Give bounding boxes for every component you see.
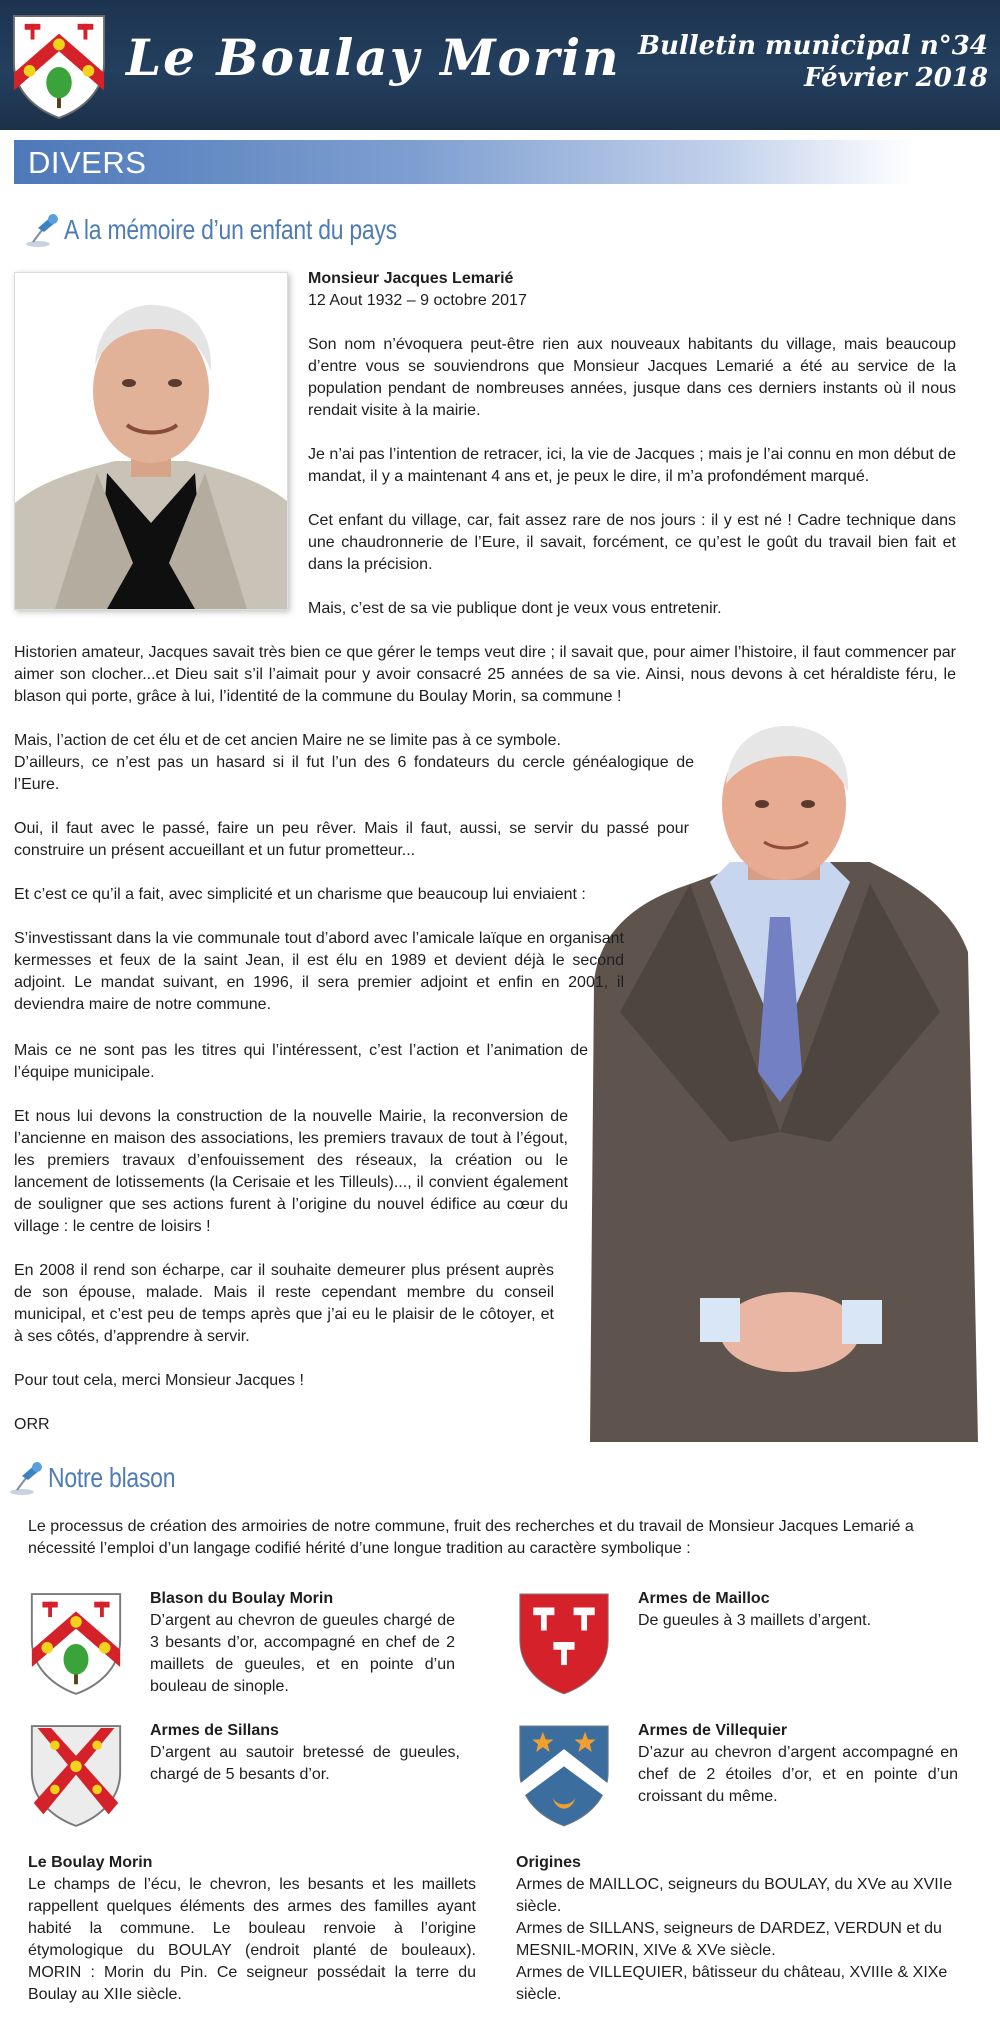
person-dates: 12 Aout 1932 – 9 octobre 2017 <box>308 292 527 309</box>
origins-line-1: Armes de MAILLOC, seigneurs du BOULAY, du XVe au XVIIe siècle. <box>516 1876 953 1915</box>
boulay-morin-explanation-text: Le champs de l’écu, le chevron, les besants et les maillets rappellent quelques éléments des armes des familles ayant habité la commune. Le bouleau renvoie à l’origine étymologique du BOULAY (endroit planté de bouleaux). MORIN : Morin du Pin. Ce seigneur possédait la terre du Boulay au XIIe siècle. <box>28 1876 476 2003</box>
origins-line-2: Armes de SILLANS, seigneurs de DARDEZ, VERDUN et du MESNIL-MORIN, XIVe & XVe siècle. <box>516 1920 942 1959</box>
section-bar <box>14 140 914 184</box>
pushpin-icon <box>24 210 60 250</box>
mailloc-coat-of-arms-icon <box>516 1590 612 1696</box>
boulay-morin-coat-of-arms-icon <box>28 1590 124 1696</box>
section-title: DIVERS <box>28 145 147 180</box>
blason-item-3-text: D’argent au sautoir bretessé de gueules, chargé de 5 besants d’or. <box>150 1744 460 1783</box>
bulletin-number: Bulletin municipal n°34 <box>638 31 988 61</box>
blason-item-1-title: Blason du Boulay Morin <box>150 1590 334 1607</box>
bulletin-info <box>638 30 988 94</box>
article-heading-text: A la mémoire d’un enfant du pays <box>64 214 397 245</box>
blason-heading-text: Notre blason <box>48 1462 176 1493</box>
article-paragraph-4: Mais, c’est de sa vie publique dont je veux vous entretenir. <box>308 600 722 617</box>
article-paragraph-6: Mais, l’action de cet élu et de cet ancien Maire ne se limite pas à ce symbole. <box>14 732 561 749</box>
boulay-morin-explanation-title: Le Boulay Morin <box>28 1854 153 1871</box>
article-paragraph-3: Cet enfant du village, car, fait assez rare de nos jours : il y est né ! Cadre technique dans une chaudronnerie de l’Eure, il savait, forcément, ce qu’est le goût du travail bien fait et dans la précision. <box>308 512 956 573</box>
bulletin-date: Février 2018 <box>804 63 988 93</box>
town-title: Le Boulay Morin <box>126 28 621 87</box>
portrait-photo-1 <box>14 272 288 610</box>
origins-title: Origines <box>516 1854 581 1871</box>
article-paragraph-9: Et c’est ce qu’il a fait, avec simplicité et un charisme que beaucoup lui enviaient : <box>14 886 586 903</box>
article-paragraph-5: Historien amateur, Jacques savait très bien ce que gérer le temps veut dire ; il savait que, pour aimer l’histoire, il faut commencer par aimer son clocher...et Dieu sait s’il l’aimait pour y avoir consacré 25 années de sa vie. Ainsi, nous devons à cet héraldiste féru, le blason qui porte, grâce à lui, l’identité de la commune du Boulay Morin, sa commune ! <box>14 644 956 705</box>
portrait-image-1 <box>15 273 287 609</box>
article-paragraph-1: Son nom n’évoquera peut-être rien aux nouveaux habitants du village, mais beaucoup d’entre vous se souviendrons que Monsieur Jacques Lemarié a été au service de la population pendant de nombreuses années, jusque dans ces derniers instants où il nous rendait visite à la mairie. <box>308 336 956 419</box>
article-paragraph-12: Et nous lui devons la construction de la nouvelle Mairie, la reconversion de l’ancienne en maison des associations, les premiers travaux de tout à l’égout, les premiers travaux d’enfouissement des réseaux, la création ou le lancement de lotissements (la Cerisaie et les Tilleuls)..., il convient également de souligner que ses actions furent à l’origine du nouvel édifice au cœur du village : le centre de loisirs ! <box>14 1108 568 1235</box>
page-header <box>0 0 1000 130</box>
blason-item-4-text: D’azur au chevron d’argent accompagné en chef de 2 étoiles d’or, et en pointe d’un croissant du même. <box>638 1744 958 1805</box>
blason-item-2-title: Armes de Mailloc <box>638 1590 770 1607</box>
blason-item-4-title: Armes de Villequier <box>638 1722 788 1739</box>
article-paragraph-2: Je n’ai pas l’intention de retracer, ici, la vie de Jacques ; mais je l’ai connu en mon début de mandat, il y a maintenant 4 ans et, je peux le dire, il m’a profondément marqué. <box>308 446 956 485</box>
blason-item-3-title: Armes de Sillans <box>150 1722 279 1739</box>
article-paragraph-7: D’ailleurs, ce n’est pas un hasard si il fut l’un des 6 fondateurs du cercle généalogique de l’Eure. <box>14 754 694 793</box>
villequier-coat-of-arms-icon <box>516 1722 612 1828</box>
boulay-morin-logo <box>10 12 108 120</box>
article-paragraph-10: S’investissant dans la vie communale tout d’abord avec l’amicale laïque en organisant kermesses et feux de la saint Jean, il est élu en 1989 et devient déjà le second adjoint. Le mandat suivant, en 1996, il sera premier adjoint et enfin en 2001, il deviendra maire de notre commune. <box>14 930 624 1013</box>
article-signature: ORR <box>14 1416 50 1433</box>
article-paragraph-14: Pour tout cela, merci Monsieur Jacques ! <box>14 1372 304 1389</box>
article-paragraph-8: Oui, il faut avec le passé, faire un peu rêver. Mais il faut, aussi, se servir du passé pour construire un présent accueillant et un futur prometteur... <box>14 820 689 859</box>
article-paragraph-13: En 2008 il rend son écharpe, car il souhaite demeurer plus présent auprès de son épouse, malade. Mais il reste cependant membre du conseil municipal, et c’est peu de temps après que j’ai eu le plaisir de le côtoyer, et à ses côtés, d’apprendre à servir. <box>14 1262 554 1345</box>
blason-item-1-text: D’argent au chevron de gueules chargé de 3 besants d’or, accompagné en chef de 2 maillets de gueules, et en pointe d’un bouleau de sinople. <box>150 1612 455 1695</box>
article-paragraph-11: Mais ce ne sont pas les titres qui l’intéressent, c’est l’action et l’animation de l’équipe municipale. <box>14 1042 588 1081</box>
origins-line-3: Armes de VILLEQUIER, bâtisseur du château, XVIIIe & XIXe siècle. <box>516 1964 948 2003</box>
sillans-coat-of-arms-icon <box>28 1722 124 1828</box>
person-name: Monsieur Jacques Lemarié <box>308 270 514 287</box>
pushpin-icon <box>8 1458 44 1498</box>
blason-intro: Le processus de création des armoiries de notre commune, fruit des recherches et du travail de Monsieur Jacques Lemarié a nécessité l’emploi d’un langage codifié hérité d’une longue tradition au caractère symbolique : <box>28 1518 914 1557</box>
blason-item-2-text: De gueules à 3 maillets d’argent. <box>638 1612 872 1629</box>
